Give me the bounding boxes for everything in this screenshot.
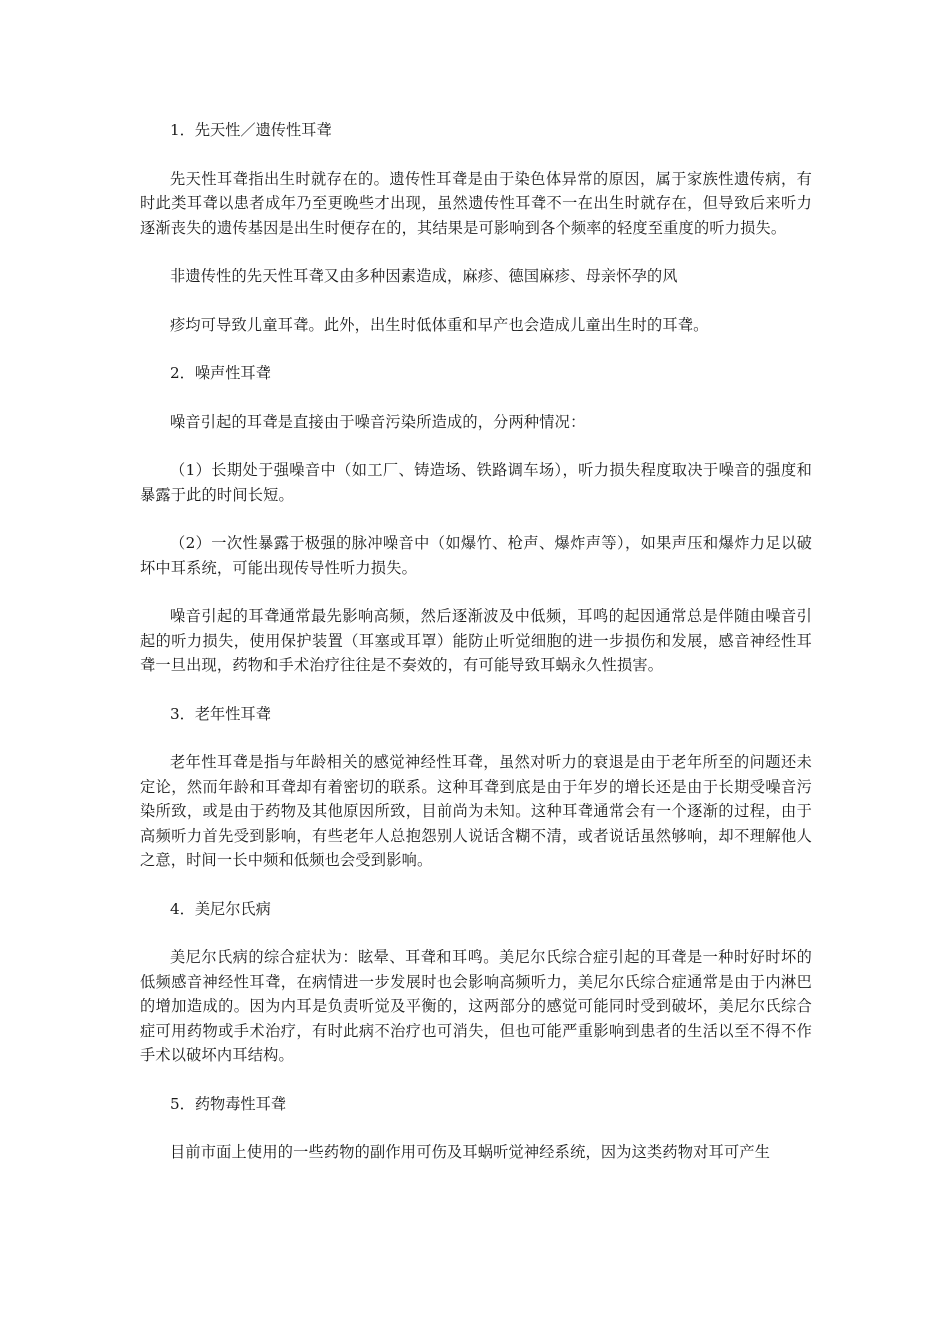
- section-heading-congenital: 1．先天性／遗传性耳聋: [170, 121, 332, 139]
- section-heading-presbycusis: 3．老年性耳聋: [170, 704, 271, 723]
- paragraph-noise-case-2: （2）一次性暴露于极强的脉冲噪音中（如爆竹、枪声、爆炸声等），如果声压和爆炸力足以破坏中耳系统，可能出现传导性听力损失。: [140, 534, 812, 577]
- paragraph-noise-intro: 噪音引起的耳聋是直接由于噪音污染所造成的，分两种情况：: [170, 412, 586, 431]
- paragraph-ototoxic: 目前市面上使用的一些药物的副作用可伤及耳蜗听觉神经系统，因为这类药物对耳可产生: [170, 1143, 771, 1161]
- section-heading-noise: 2．噪声性耳聋: [170, 364, 271, 382]
- paragraph-meniere: 美尼尔氏病的综合症状为：眩晕、耳聋和耳鸣。美尼尔氏综合症引起的耳聋是一种时好时坏的低频感音神经性耳聋，在病情进一步发展时也会影响高频听力，美尼尔氏综合症通常是由于内淋巴的增加造成的。因为内耳是负责听觉及平衡的，这两部分的感觉可能同时受到破坏，美尼尔氏综合症可用药物或手术治疗，有时此病不治疗也可消失，但也可能严重影响到患者的生活以至不得不作手术以破坏内耳结构。: [140, 948, 812, 1064]
- paragraph-noise-case-1: （1）长期处于强噪音中（如工厂、铸造场、铁路调车场），听力损失程度取决于噪音的强度和暴露于此的时间长短。: [140, 461, 812, 504]
- paragraph-non-hereditary: 非遗传性的先天性耳聋又由多种因素造成，麻疹、德国麻疹、母亲怀孕的风: [170, 267, 678, 285]
- paragraph-noise-effects: 噪音引起的耳聋通常最先影响高频，然后逐渐波及中低频，耳鸣的起因通常总是伴随由噪音引起的听力损失，使用保护装置（耳塞或耳罩）能防止听觉细胞的进一步损伤和发展，感音神经性耳聋一旦出现，药物和手术治疗往往是不奏效的，有可能导致耳蜗永久性损害。: [140, 607, 812, 674]
- paragraph-non-hereditary-cont: 疹均可导致儿童耳聋。此外，出生时低体重和早产也会造成儿童出生时的耳聋。: [170, 315, 709, 334]
- paragraph-congenital-definition: 先天性耳聋指出生时就存在的。遗传性耳聋是由于染色体异常的原因，属于家族性遗传病，有时此类耳聋以患者成年乃至更晚些才出现，虽然遗传性耳聋不一在出生时就存在，但导致后来听力逐渐丧失的遗传基因是出生时便存在的，其结果是可影响到各个频率的轻度至重度的听力损失。: [140, 169, 812, 237]
- section-heading-meniere: 4．美尼尔氏病: [170, 899, 271, 918]
- paragraph-presbycusis: 老年性耳聋是指与年龄相关的感觉神经性耳聋，虽然对听力的衰退是由于老年所至的问题还未定论，然而年龄和耳聋却有着密切的联系。这种耳聋到底是由于年岁的增长还是由于长期受噪音污染所致，或是由于药物及其他原因所致，目前尚为未知。这种耳聋通常会有一个逐渐的过程，由于高频听力首先受到影响，有些老年人总抱怨别人说话含糊不清，或者说话虽然够响，却不理解他人之意，时间一长中频和低频也会受到影响。: [140, 753, 812, 869]
- document-page: [140, 118, 812, 1165]
- section-heading-ototoxic: 5．药物毒性耳聋: [170, 1094, 286, 1113]
